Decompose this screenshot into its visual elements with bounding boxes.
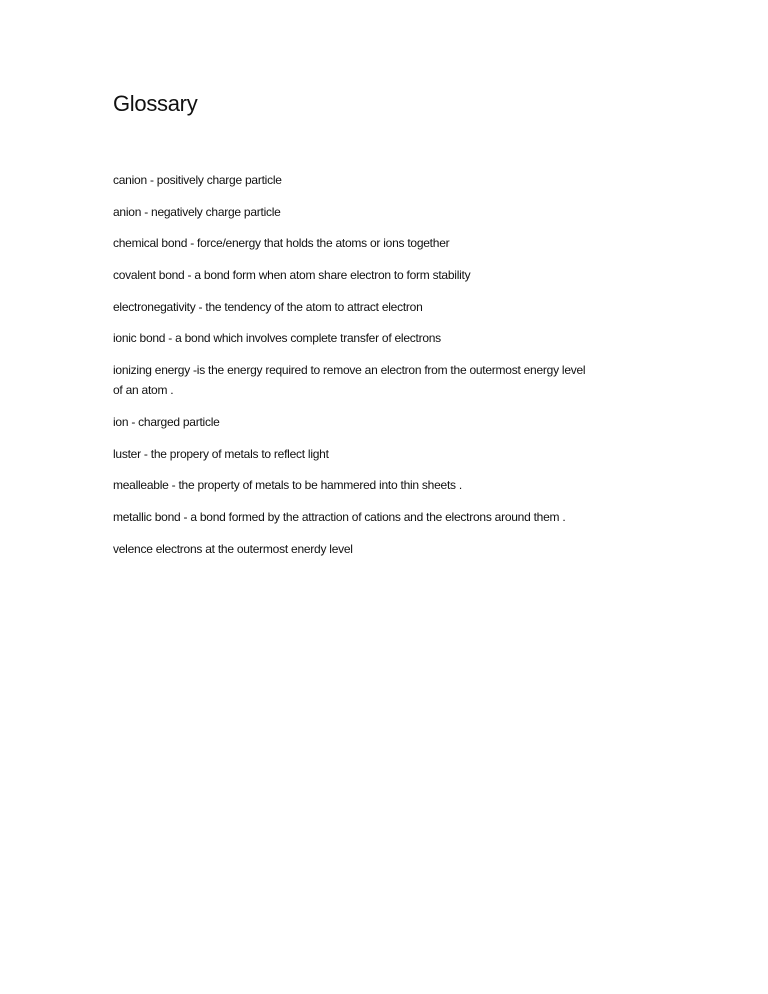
glossary-list bbox=[113, 170, 585, 570]
glossary-entry-chemical-bond: chemical bond - force/energy that holds the atoms or ions together bbox=[113, 236, 450, 251]
glossary-entry-ionizing-energy bbox=[113, 360, 585, 400]
glossary-entry-ion: ion - charged particle bbox=[113, 414, 220, 429]
glossary-entry-metallic-bond: metallic bond - a bond formed by the attraction of cations and the electrons around them . bbox=[113, 509, 566, 524]
entry-line: ionizing energy -is the energy required to remove an electron from the outermost energy level bbox=[113, 363, 586, 378]
glossary-entry-electronegativity: electronegativity - the tendency of the atom to attract electron bbox=[113, 299, 423, 314]
entry-line: of an atom . bbox=[113, 383, 174, 398]
glossary-entry-canion: canion - positively charge particle bbox=[113, 173, 282, 187]
glossary-entry-covalent-bond: covalent bond - a bond form when atom share electron to form stability bbox=[113, 268, 471, 283]
glossary-entry-anion: anion - negatively charge particle bbox=[113, 204, 281, 219]
page-title: Glossary bbox=[113, 91, 198, 116]
glossary-entry-ionic-bond: ionic bond - a bond which involves complete transfer of electrons bbox=[113, 331, 441, 346]
glossary-entry-luster: luster - the propery of metals to reflect light bbox=[113, 446, 329, 461]
glossary-entry-valence-electrons: velence electrons at the outermost enerdy level bbox=[113, 541, 353, 556]
glossary-entry-malleable: mealleable - the property of metals to be hammered into thin sheets . bbox=[113, 478, 462, 493]
